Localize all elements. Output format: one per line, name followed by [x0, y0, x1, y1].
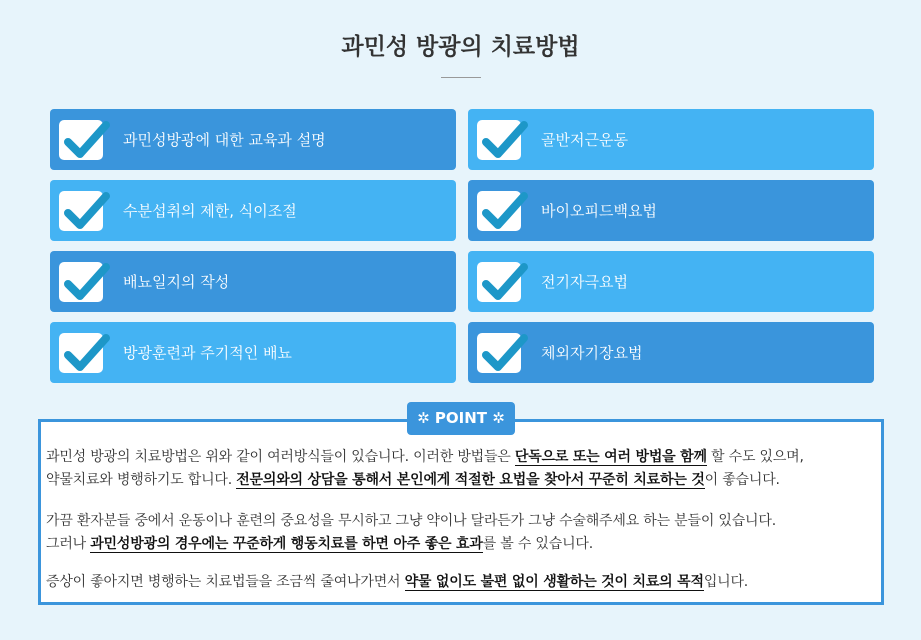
- emphasis: 과민성방광의 경우에는 꾸준하게 행동치료를 하면 아주 좋은 효과: [90, 536, 483, 552]
- card-label: 배뇨일지의 작성: [123, 273, 230, 291]
- card-label: 과민성방광에 대한 교육과 설명: [123, 131, 326, 149]
- emphasis: 단독으로 또는 여러 방법을 함께: [514, 449, 707, 465]
- card-voiding-diary: [50, 251, 456, 312]
- text: 가끔 환자분들 중에서 운동이나 훈련의 중요성을 무시하고 그냥 약이나 달라든가 그냥 수술해주세요 하는 분들이 있습니다.: [46, 513, 776, 529]
- card-label: 전기자극요법: [541, 273, 628, 291]
- card-education: [50, 109, 456, 170]
- point-paragraph-1: [46, 446, 886, 492]
- checkmark-icon: [59, 262, 103, 302]
- card-biofeedback: [468, 180, 874, 241]
- emphasis: 전문의와의 상담을 통해서 본인에게 적절한 요법을 찾아서 꾸준히 치료하는 것: [236, 472, 705, 488]
- checkmark-icon: [477, 191, 521, 231]
- text: 그러나: [46, 536, 91, 552]
- checkmark-icon: [59, 191, 103, 231]
- point-tag: ✲ POINT ✲: [407, 402, 515, 435]
- checkmark-icon: [477, 262, 521, 302]
- card-label: 수분섭취의 제한, 식이조절: [123, 202, 297, 220]
- checkmark-icon: [59, 120, 103, 160]
- point-paragraph-2: [46, 510, 886, 556]
- text: 이 좋습니다.: [704, 472, 780, 488]
- page-title: 과민성 방광의 치료방법: [341, 34, 580, 60]
- text: 입니다.: [703, 574, 749, 590]
- card-label: 체외자기장요법: [541, 344, 643, 362]
- card-bladder-training: [50, 322, 456, 383]
- text: 약물치료와 병행하기도 합니다.: [46, 472, 237, 488]
- card-label: 바이오피드백요법: [541, 202, 657, 220]
- card-pelvic-floor: [468, 109, 874, 170]
- checkmark-icon: [59, 333, 103, 373]
- emphasis: 약물 없이도 불편 없이 생활하는 것이 치료의 목적: [404, 574, 704, 590]
- card-fluid-diet: [50, 180, 456, 241]
- text: 과민성 방광의 치료방법은 위와 같이 여러방식들이 있습니다. 이러한 방법들은: [46, 449, 515, 465]
- point-paragraph-3: [46, 571, 886, 594]
- title-divider: [441, 77, 481, 78]
- text: 를 볼 수 있습니다.: [482, 536, 593, 552]
- checkmark-icon: [477, 120, 521, 160]
- card-electric-stimulation: [468, 251, 874, 312]
- text: 할 수도 있으며,: [706, 449, 804, 465]
- text: 증상이 좋아지면 병행하는 치료법들을 조금씩 줄여나가면서: [46, 574, 405, 590]
- card-label: 방광훈련과 주기적인 배뇨: [123, 344, 292, 362]
- card-magnetic-therapy: [468, 322, 874, 383]
- checkmark-icon: [477, 333, 521, 373]
- card-label: 골반저근운동: [541, 131, 628, 149]
